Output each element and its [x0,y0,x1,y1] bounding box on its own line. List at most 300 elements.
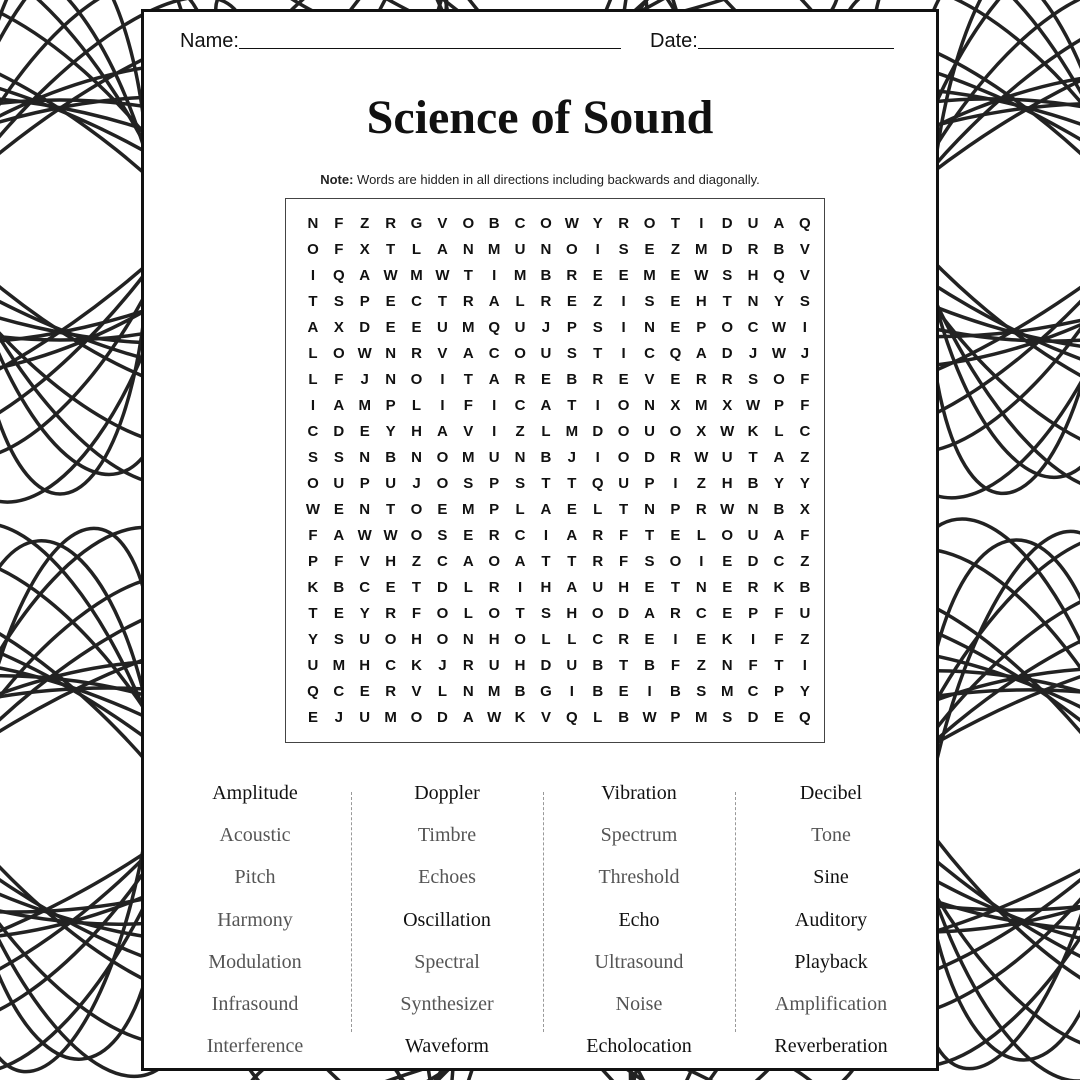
grid-letter[interactable]: X [359,241,370,258]
grid-letter[interactable]: O [462,215,475,232]
grid-letter[interactable]: E [696,631,707,648]
grid-letter[interactable]: V [437,215,448,232]
grid-letter[interactable]: H [385,553,397,570]
grid-letter[interactable]: A [488,371,500,388]
grid-letter[interactable]: H [695,293,707,310]
grid-letter[interactable]: Z [593,293,603,310]
grid-letter[interactable]: T [515,605,525,622]
grid-letter[interactable]: T [308,605,318,622]
grid-letter[interactable]: J [541,319,551,336]
grid-letter[interactable]: E [359,683,370,700]
grid-letter[interactable]: N [359,501,371,518]
grid-letter[interactable]: E [644,631,655,648]
grid-letter[interactable]: R [592,371,604,388]
grid-letter[interactable]: I [492,423,497,440]
grid-letter[interactable]: N [644,501,655,518]
grid-letter[interactable]: N [644,397,655,414]
grid-letter[interactable]: N [307,215,319,232]
grid-letter[interactable]: U [540,345,552,362]
grid-letter[interactable]: U [618,475,630,492]
grid-letter[interactable]: N [385,371,397,388]
grid-letter[interactable]: N [462,241,474,258]
grid-letter[interactable]: R [695,501,707,518]
grid-letter[interactable]: H [514,657,526,674]
grid-letter[interactable]: R [488,579,500,596]
grid-letter[interactable]: C [359,579,371,596]
grid-letter[interactable]: Z [800,553,810,570]
grid-letter[interactable]: W [383,267,398,284]
grid-letter[interactable]: C [514,397,526,414]
grid-letter[interactable]: M [720,683,734,700]
grid-letter[interactable]: H [747,267,759,284]
grid-letter[interactable]: W [771,345,787,362]
grid-letter[interactable]: L [774,423,784,440]
grid-letter[interactable]: O [514,631,526,648]
grid-letter[interactable]: W [357,527,372,544]
grid-letter[interactable]: I [673,475,678,492]
grid-letter[interactable]: E [385,293,396,310]
grid-letter[interactable]: I [543,527,549,544]
grid-letter[interactable]: P [644,475,655,492]
grid-letter[interactable]: U [514,241,526,258]
grid-letter[interactable]: A [566,579,578,596]
grid-letter[interactable]: O [410,501,423,518]
grid-letter[interactable]: S [696,683,707,700]
grid-letter[interactable]: A [436,241,448,258]
grid-letter[interactable]: X [333,319,344,336]
grid-letter[interactable]: R [695,371,707,388]
grid-letter[interactable]: L [515,501,525,518]
grid-letter[interactable]: F [619,553,629,570]
grid-letter[interactable]: A [540,501,552,518]
grid-letter[interactable]: V [463,423,474,440]
grid-letter[interactable]: L [541,423,551,440]
grid-letter[interactable]: L [463,605,473,622]
grid-letter[interactable]: Q [799,215,811,232]
grid-letter[interactable]: D [333,423,345,440]
grid-letter[interactable]: P [566,319,577,336]
grid-letter[interactable]: P [307,553,318,570]
grid-letter[interactable]: K [773,579,785,596]
grid-letter[interactable]: A [773,449,785,466]
grid-letter[interactable]: R [669,449,681,466]
grid-letter[interactable]: U [721,449,733,466]
grid-letter[interactable]: N [385,345,397,362]
grid-letter[interactable]: A [644,605,655,622]
grid-letter[interactable]: G [410,215,423,232]
grid-letter[interactable]: W [746,397,761,414]
grid-letter[interactable]: H [540,579,552,596]
grid-letter[interactable]: T [644,527,655,544]
grid-letter[interactable]: I [595,241,600,258]
grid-letter[interactable]: K [307,579,319,596]
grid-letter[interactable]: A [307,319,319,336]
grid-letter[interactable]: W [720,501,735,518]
grid-letter[interactable]: T [411,579,422,596]
grid-letter[interactable]: R [747,579,759,596]
grid-letter[interactable]: Q [566,709,578,726]
grid-letter[interactable]: X [722,397,733,414]
grid-letter[interactable]: N [359,449,371,466]
grid-letter[interactable]: N [721,657,733,674]
grid-letter[interactable]: H [411,423,422,440]
grid-letter[interactable]: O [514,345,526,362]
grid-letter[interactable]: C [333,683,345,700]
grid-letter[interactable]: U [333,475,345,492]
grid-letter[interactable]: Y [773,475,784,492]
name-field[interactable] [180,30,621,53]
grid-letter[interactable]: T [619,501,629,518]
grid-letter[interactable]: T [541,475,551,492]
grid-letter[interactable]: B [488,215,500,232]
grid-letter[interactable]: Y [773,293,784,310]
grid-letter[interactable]: W [435,267,450,284]
grid-letter[interactable]: X [670,397,681,414]
grid-letter[interactable]: T [670,579,680,596]
grid-letter[interactable]: J [334,709,343,726]
name-line[interactable] [239,48,621,49]
grid-letter[interactable]: T [386,501,396,518]
grid-letter[interactable]: E [618,267,629,284]
grid-letter[interactable]: F [308,527,318,544]
grid-letter[interactable]: U [385,475,397,492]
grid-letter[interactable]: E [670,293,681,310]
grid-letter[interactable]: O [617,397,630,414]
grid-letter[interactable]: S [515,475,526,492]
grid-letter[interactable]: D [644,449,655,466]
grid-letter[interactable]: E [333,605,344,622]
grid-letter[interactable]: L [411,397,422,414]
grid-letter[interactable]: U [307,657,319,674]
grid-letter[interactable]: T [593,345,603,362]
grid-letter[interactable]: C [773,553,785,570]
grid-letter[interactable]: B [592,657,604,674]
grid-letter[interactable]: E [670,371,681,388]
grid-letter[interactable]: C [307,423,319,440]
grid-letter[interactable]: V [359,553,370,570]
grid-letter[interactable]: R [462,657,474,674]
grid-letter[interactable]: W [383,527,398,544]
grid-letter[interactable]: A [695,345,707,362]
grid-letter[interactable]: S [463,475,474,492]
grid-letter[interactable]: F [800,371,810,388]
grid-letter[interactable]: O [540,215,552,232]
grid-letter[interactable]: N [462,683,474,700]
grid-letter[interactable]: A [436,423,448,440]
grid-letter[interactable]: H [618,579,630,596]
grid-letter[interactable]: Y [307,631,318,648]
grid-letter[interactable]: E [359,423,370,440]
grid-letter[interactable]: R [618,631,630,648]
grid-letter[interactable]: B [514,683,526,700]
grid-letter[interactable]: M [332,657,346,674]
grid-letter[interactable]: L [515,293,525,310]
grid-letter[interactable]: I [802,657,807,674]
grid-letter[interactable]: E [566,293,577,310]
grid-letter[interactable]: U [592,579,604,596]
grid-letter[interactable]: E [644,241,655,258]
grid-letter[interactable]: K [747,423,759,440]
grid-letter[interactable]: E [385,319,396,336]
grid-letter[interactable]: B [773,501,785,518]
grid-letter[interactable]: Z [696,475,706,492]
grid-letter[interactable]: J [800,345,810,362]
grid-letter[interactable]: T [437,293,447,310]
grid-letter[interactable]: W [487,709,502,726]
grid-letter[interactable]: I [699,553,704,570]
grid-letter[interactable]: P [670,501,681,518]
grid-letter[interactable]: B [773,241,785,258]
grid-letter[interactable]: L [308,371,318,388]
grid-letter[interactable]: O [384,631,397,648]
grid-letter[interactable]: E [437,501,448,518]
grid-letter[interactable]: C [799,423,811,440]
grid-letter[interactable]: Q [773,267,785,284]
grid-letter[interactable]: L [463,579,473,596]
grid-letter[interactable]: F [774,605,784,622]
grid-letter[interactable]: Y [799,475,810,492]
grid-letter[interactable]: E [592,267,603,284]
grid-letter[interactable]: D [721,215,733,232]
grid-letter[interactable]: Q [333,267,345,284]
grid-letter[interactable]: M [487,241,501,258]
grid-letter[interactable]: S [618,241,629,258]
grid-letter[interactable]: N [462,631,474,648]
grid-letter[interactable]: Y [799,683,810,700]
grid-letter[interactable]: I [310,267,316,284]
grid-letter[interactable]: U [799,605,811,622]
grid-letter[interactable]: C [592,631,604,648]
grid-letter[interactable]: U [436,319,448,336]
grid-letter[interactable]: L [437,683,447,700]
grid-letter[interactable]: Y [592,215,603,232]
grid-letter[interactable]: P [773,397,784,414]
grid-letter[interactable]: A [773,215,785,232]
grid-letter[interactable]: D [618,605,630,622]
grid-letter[interactable]: I [440,397,445,414]
grid-letter[interactable]: V [540,709,551,726]
grid-letter[interactable]: L [696,527,706,544]
grid-letter[interactable]: E [644,579,655,596]
grid-letter[interactable]: M [358,397,371,414]
grid-letter[interactable]: E [670,319,681,336]
grid-letter[interactable]: S [333,631,344,648]
grid-letter[interactable]: D [359,319,371,336]
grid-letter[interactable]: F [334,371,344,388]
grid-letter[interactable]: T [463,371,473,388]
grid-letter[interactable]: X [799,501,810,518]
grid-letter[interactable]: O [721,319,734,336]
grid-letter[interactable]: B [644,657,655,674]
grid-letter[interactable]: U [488,449,500,466]
grid-letter[interactable]: M [695,397,708,414]
grid-letter[interactable]: W [771,319,787,336]
grid-letter[interactable]: E [722,605,733,622]
grid-letter[interactable]: D [540,657,552,674]
grid-letter[interactable]: R [514,371,526,388]
grid-letter[interactable]: N [514,449,526,466]
grid-letter[interactable]: D [436,579,448,596]
grid-letter[interactable]: D [721,345,733,362]
grid-letter[interactable]: H [721,475,733,492]
grid-letter[interactable]: O [436,449,449,466]
grid-letter[interactable]: Z [800,631,810,648]
grid-letter[interactable]: S [437,527,448,544]
grid-letter[interactable]: G [540,683,552,700]
grid-letter[interactable]: D [747,709,759,726]
grid-letter[interactable]: O [410,709,423,726]
grid-letter[interactable]: E [540,371,551,388]
grid-letter[interactable]: Z [800,449,810,466]
grid-letter[interactable]: L [411,241,422,258]
grid-letter[interactable]: E [566,501,577,518]
grid-letter[interactable]: A [514,553,526,570]
grid-letter[interactable]: W [720,423,735,440]
grid-letter[interactable]: Z [515,423,525,440]
grid-letter[interactable]: V [437,345,448,362]
grid-letter[interactable]: T [308,293,318,310]
grid-letter[interactable]: M [695,241,708,258]
date-line[interactable] [698,48,894,49]
grid-letter[interactable]: C [488,345,500,362]
grid-letter[interactable]: R [566,267,578,284]
grid-letter[interactable]: T [748,449,758,466]
grid-letter[interactable]: E [722,553,733,570]
grid-letter[interactable]: A [333,527,345,544]
grid-letter[interactable]: V [411,683,422,700]
grid-letter[interactable]: Q [591,475,604,492]
grid-letter[interactable]: B [799,579,811,596]
grid-letter[interactable]: A [462,553,474,570]
grid-letter[interactable]: J [360,371,369,388]
grid-letter[interactable]: F [411,605,422,622]
grid-letter[interactable]: R [618,215,630,232]
grid-letter[interactable]: R [669,605,681,622]
grid-letter[interactable]: R [488,527,500,544]
grid-letter[interactable]: S [333,449,344,466]
grid-letter[interactable]: F [800,527,810,544]
grid-letter[interactable]: Y [385,423,396,440]
grid-letter[interactable]: W [694,449,709,466]
grid-letter[interactable]: M [487,683,501,700]
grid-letter[interactable]: K [514,709,526,726]
grid-letter[interactable]: S [566,345,577,362]
grid-letter[interactable]: D [592,423,604,440]
grid-letter[interactable]: I [621,319,626,336]
grid-letter[interactable]: A [488,293,500,310]
grid-letter[interactable]: H [359,657,371,674]
grid-letter[interactable]: O [436,605,449,622]
grid-letter[interactable]: U [747,215,759,232]
grid-letter[interactable]: L [593,501,603,518]
grid-letter[interactable]: T [463,267,473,284]
grid-letter[interactable]: E [618,683,629,700]
grid-letter[interactable]: E [463,527,474,544]
grid-letter[interactable]: O [410,527,423,544]
grid-letter[interactable]: I [492,267,497,284]
grid-letter[interactable]: O [333,345,345,362]
grid-letter[interactable]: P [670,709,681,726]
grid-letter[interactable]: P [748,605,759,622]
grid-letter[interactable]: F [334,553,344,570]
grid-letter[interactable]: U [644,423,655,440]
grid-letter[interactable]: C [411,293,422,310]
grid-letter[interactable]: D [721,241,733,258]
grid-letter[interactable]: B [747,475,759,492]
grid-letter[interactable]: E [333,501,344,518]
grid-letter[interactable]: B [566,371,578,388]
grid-letter[interactable]: F [334,215,344,232]
grid-letter[interactable]: O [721,527,734,544]
grid-letter[interactable]: I [621,293,626,310]
grid-letter[interactable]: O [566,241,578,258]
grid-letter[interactable]: T [670,215,680,232]
grid-letter[interactable]: R [385,683,397,700]
grid-letter[interactable]: A [462,709,474,726]
grid-letter[interactable]: I [595,397,600,414]
grid-letter[interactable]: O [617,423,630,440]
grid-letter[interactable]: O [307,241,319,258]
grid-letter[interactable]: T [567,475,577,492]
grid-letter[interactable]: L [593,709,603,726]
grid-letter[interactable]: N [747,293,759,310]
grid-letter[interactable]: K [721,631,733,648]
grid-letter[interactable]: B [540,449,552,466]
date-field[interactable] [650,30,894,53]
grid-letter[interactable]: X [696,423,707,440]
grid-letter[interactable]: C [514,527,526,544]
grid-letter[interactable]: N [411,449,422,466]
grid-letter[interactable]: C [436,553,448,570]
grid-letter[interactable]: P [696,319,707,336]
grid-letter[interactable]: I [621,345,626,362]
grid-letter[interactable]: Q [488,319,501,336]
grid-letter[interactable]: O [643,215,656,232]
grid-letter[interactable]: E [385,579,396,596]
grid-letter[interactable]: U [359,631,371,648]
grid-letter[interactable]: C [747,683,759,700]
grid-letter[interactable]: A [333,397,345,414]
grid-letter[interactable]: S [307,449,318,466]
grid-letter[interactable]: W [357,345,372,362]
grid-letter[interactable]: M [462,449,475,466]
grid-letter[interactable]: E [618,371,629,388]
grid-letter[interactable]: L [541,631,551,648]
grid-letter[interactable]: E [670,267,681,284]
grid-letter[interactable]: O [488,605,501,622]
grid-letter[interactable]: M [565,423,579,440]
grid-letter[interactable]: M [695,709,708,726]
grid-letter[interactable]: Z [360,215,370,232]
grid-letter[interactable]: F [748,657,758,674]
grid-letter[interactable]: C [644,345,655,362]
grid-letter[interactable]: Q [669,345,682,362]
grid-letter[interactable]: U [747,527,759,544]
grid-letter[interactable]: P [489,501,500,518]
grid-letter[interactable]: T [386,241,396,258]
grid-letter[interactable]: H [566,605,578,622]
grid-letter[interactable]: C [695,605,707,622]
grid-letter[interactable]: F [800,397,810,414]
grid-letter[interactable]: N [644,319,655,336]
grid-letter[interactable]: I [310,397,316,414]
grid-letter[interactable]: W [564,215,579,232]
grid-letter[interactable]: O [669,423,682,440]
grid-letter[interactable]: I [492,397,497,414]
grid-letter[interactable]: F [670,657,680,674]
grid-letter[interactable]: O [410,371,423,388]
grid-letter[interactable]: B [618,709,630,726]
